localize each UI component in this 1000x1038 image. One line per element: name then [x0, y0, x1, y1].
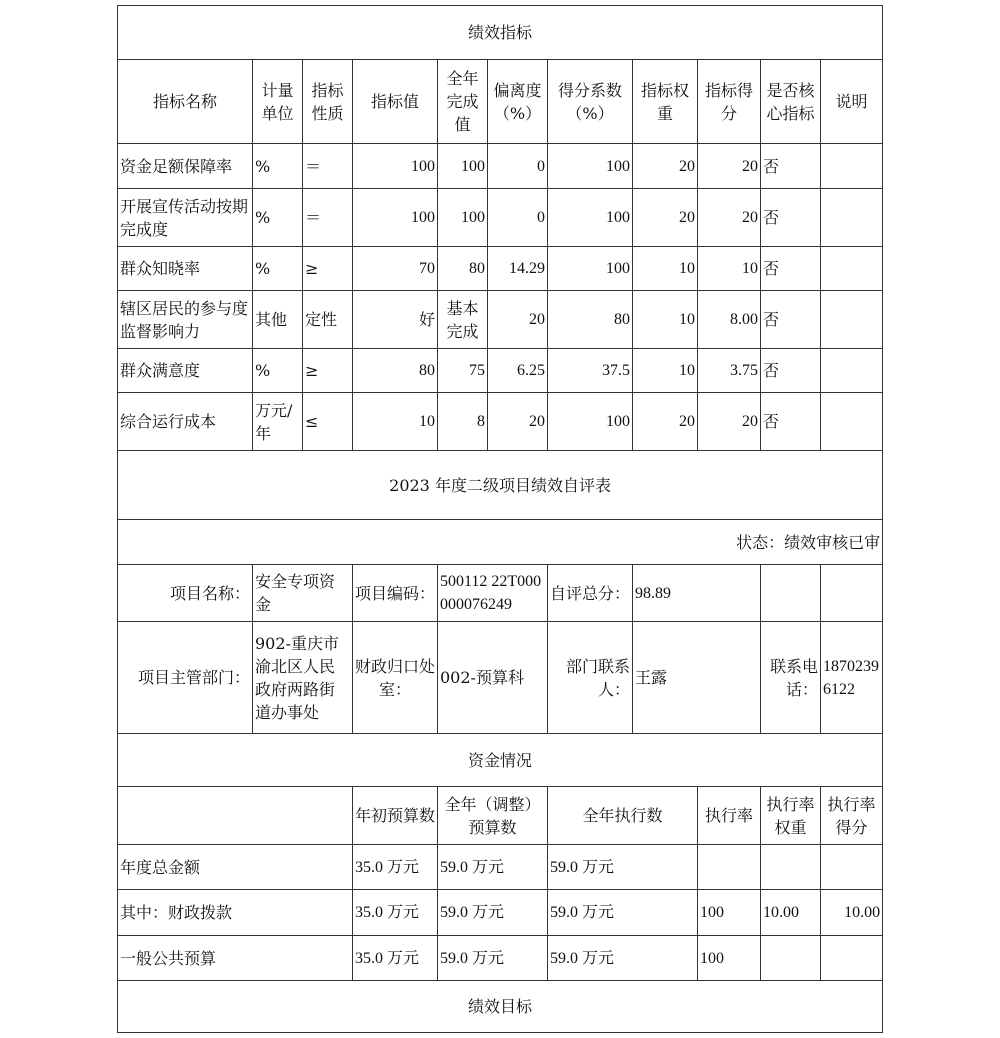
indicator-core: 否 [761, 144, 821, 189]
indicator-note [821, 349, 883, 393]
indicator-coefficient: 100 [548, 247, 633, 291]
self-score-label: 自评总分： [548, 565, 633, 622]
fund-rate-weight [761, 936, 821, 981]
indicator-unit: % [253, 189, 303, 247]
fund-executed: 59.0 万元 [548, 936, 698, 981]
fund-rate-score: 10.00 [821, 890, 883, 936]
fund-initial: 35.0 万元 [353, 890, 438, 936]
indicators-section-title: 绩效指标 [118, 6, 883, 60]
table-row [118, 393, 883, 451]
indicator-actual: 80 [438, 247, 488, 291]
fund-initial: 35.0 万元 [353, 936, 438, 981]
header-weight: 指标权重 [633, 60, 698, 144]
indicator-target: 100 [353, 189, 438, 247]
indicator-unit: 万元/年 [253, 393, 303, 451]
table-row [118, 291, 883, 349]
indicator-actual: 75 [438, 349, 488, 393]
report-title: 2023 年度二级项目绩效自评表 [118, 451, 883, 520]
indicator-actual: 100 [438, 144, 488, 189]
indicator-weight: 10 [633, 247, 698, 291]
header-core: 是否核心指标 [761, 60, 821, 144]
finance-office-value: 002-预算科 [438, 622, 548, 734]
table-row [118, 890, 883, 936]
indicator-core: 否 [761, 349, 821, 393]
fund-name: 其中：财政拨款 [118, 890, 353, 936]
funds-section-row [118, 734, 883, 787]
fund-header-rate: 执行率 [698, 787, 761, 845]
indicator-note [821, 393, 883, 451]
table-row [118, 349, 883, 393]
project-name-label: 项目名称： [118, 565, 253, 622]
header-note: 说明 [821, 60, 883, 144]
table-row [118, 845, 883, 890]
indicator-header-row [118, 60, 883, 144]
header-coefficient: 得分系数（%） [548, 60, 633, 144]
fund-header-rate-score: 执行率得分 [821, 787, 883, 845]
indicator-name: 资金足额保障率 [118, 144, 253, 189]
fund-header-adjusted: 全年（调整）预算数 [438, 787, 548, 845]
indicator-target: 80 [353, 349, 438, 393]
project-code-label: 项目编码： [353, 565, 438, 622]
self-score-value: 98.89 [633, 565, 761, 622]
indicator-nature: ＝ [303, 189, 353, 247]
indicator-nature: ≥ [303, 247, 353, 291]
fund-header-row [118, 787, 883, 845]
project-info-row [118, 565, 883, 622]
indicator-note [821, 189, 883, 247]
indicator-core: 否 [761, 189, 821, 247]
empty-cell [821, 565, 883, 622]
indicator-core: 否 [761, 393, 821, 451]
indicator-score: 3.75 [698, 349, 761, 393]
indicator-nature: ≥ [303, 349, 353, 393]
contact-label: 部门联系人： [548, 622, 633, 734]
fund-name: 一般公共预算 [118, 936, 353, 981]
indicator-unit: % [253, 247, 303, 291]
indicator-target: 100 [353, 144, 438, 189]
indicator-name: 群众满意度 [118, 349, 253, 393]
indicator-deviation: 20 [488, 291, 548, 349]
fund-header-blank [118, 787, 353, 845]
indicator-weight: 20 [633, 393, 698, 451]
project-code-value: 500112 22T000000076249 [438, 565, 548, 622]
indicator-weight: 20 [633, 189, 698, 247]
fund-adjusted: 59.0 万元 [438, 936, 548, 981]
finance-office-label: 财政归口处室： [353, 622, 438, 734]
goals-section-title: 绩效目标 [118, 981, 883, 1033]
indicator-note [821, 144, 883, 189]
indicator-target: 70 [353, 247, 438, 291]
indicator-target: 10 [353, 393, 438, 451]
fund-rate [698, 845, 761, 890]
table-row [118, 189, 883, 247]
dept-label: 项目主管部门： [118, 622, 253, 734]
fund-adjusted: 59.0 万元 [438, 890, 548, 936]
fund-rate: 100 [698, 890, 761, 936]
fund-header-executed: 全年执行数 [548, 787, 698, 845]
header-deviation: 偏离度（%） [488, 60, 548, 144]
indicator-deviation: 20 [488, 393, 548, 451]
contact-value: 王露 [633, 622, 761, 734]
indicator-deviation: 0 [488, 144, 548, 189]
indicator-name: 开展宣传活动按期完成度 [118, 189, 253, 247]
indicators-section-row [118, 6, 883, 60]
indicator-deviation: 0 [488, 189, 548, 247]
table-row [118, 936, 883, 981]
indicator-coefficient: 37.5 [548, 349, 633, 393]
header-actual: 全年完成值 [438, 60, 488, 144]
fund-rate-weight [761, 845, 821, 890]
header-indicator-name: 指标名称 [118, 60, 253, 144]
indicator-nature: ≤ [303, 393, 353, 451]
project-name-value: 安全专项资金 [253, 565, 353, 622]
performance-evaluation-sheet [117, 5, 882, 1033]
phone-label: 联系电话： [761, 622, 821, 734]
phone-value: 18702396122 [821, 622, 883, 734]
indicator-core: 否 [761, 247, 821, 291]
table-row [118, 144, 883, 189]
indicator-unit: 其他 [253, 291, 303, 349]
indicator-note [821, 291, 883, 349]
indicator-note [821, 247, 883, 291]
fund-rate-score [821, 936, 883, 981]
indicator-score: 8.00 [698, 291, 761, 349]
header-unit: 计量单位 [253, 60, 303, 144]
empty-cell [761, 565, 821, 622]
table-row [118, 247, 883, 291]
indicator-unit: % [253, 144, 303, 189]
status-text: 状态：绩效审核已审 [118, 520, 883, 565]
indicator-weight: 10 [633, 291, 698, 349]
indicator-deviation: 14.29 [488, 247, 548, 291]
header-nature: 指标性质 [303, 60, 353, 144]
indicator-coefficient: 80 [548, 291, 633, 349]
indicator-actual: 基本完成 [438, 291, 488, 349]
indicator-deviation: 6.25 [488, 349, 548, 393]
indicator-actual: 100 [438, 189, 488, 247]
project-dept-row [118, 622, 883, 734]
indicator-name: 辖区居民的参与度监督影响力 [118, 291, 253, 349]
indicator-core: 否 [761, 291, 821, 349]
dept-value: 902-重庆市渝北区人民政府两路街道办事处 [253, 622, 353, 734]
fund-initial: 35.0 万元 [353, 845, 438, 890]
funds-section-title: 资金情况 [118, 734, 883, 787]
fund-adjusted: 59.0 万元 [438, 845, 548, 890]
fund-header-rate-weight: 执行率权重 [761, 787, 821, 845]
indicator-name: 综合运行成本 [118, 393, 253, 451]
indicator-score: 10 [698, 247, 761, 291]
indicator-score: 20 [698, 144, 761, 189]
indicator-nature: 定性 [303, 291, 353, 349]
header-target: 指标值 [353, 60, 438, 144]
indicator-target: 好 [353, 291, 438, 349]
indicator-name: 群众知晓率 [118, 247, 253, 291]
report-title-row [118, 451, 883, 520]
indicator-actual: 8 [438, 393, 488, 451]
indicator-nature: ＝ [303, 144, 353, 189]
indicator-score: 20 [698, 189, 761, 247]
indicator-coefficient: 100 [548, 189, 633, 247]
status-row [118, 520, 883, 565]
fund-header-initial: 年初预算数 [353, 787, 438, 845]
fund-executed: 59.0 万元 [548, 845, 698, 890]
goals-section-row [118, 981, 883, 1033]
fund-name: 年度总金额 [118, 845, 353, 890]
indicator-weight: 10 [633, 349, 698, 393]
fund-rate-score [821, 845, 883, 890]
indicator-score: 20 [698, 393, 761, 451]
fund-rate-weight: 10.00 [761, 890, 821, 936]
evaluation-table [117, 5, 883, 1033]
fund-rate: 100 [698, 936, 761, 981]
indicator-coefficient: 100 [548, 393, 633, 451]
fund-executed: 59.0 万元 [548, 890, 698, 936]
indicator-coefficient: 100 [548, 144, 633, 189]
header-score: 指标得分 [698, 60, 761, 144]
indicator-unit: % [253, 349, 303, 393]
indicator-weight: 20 [633, 144, 698, 189]
